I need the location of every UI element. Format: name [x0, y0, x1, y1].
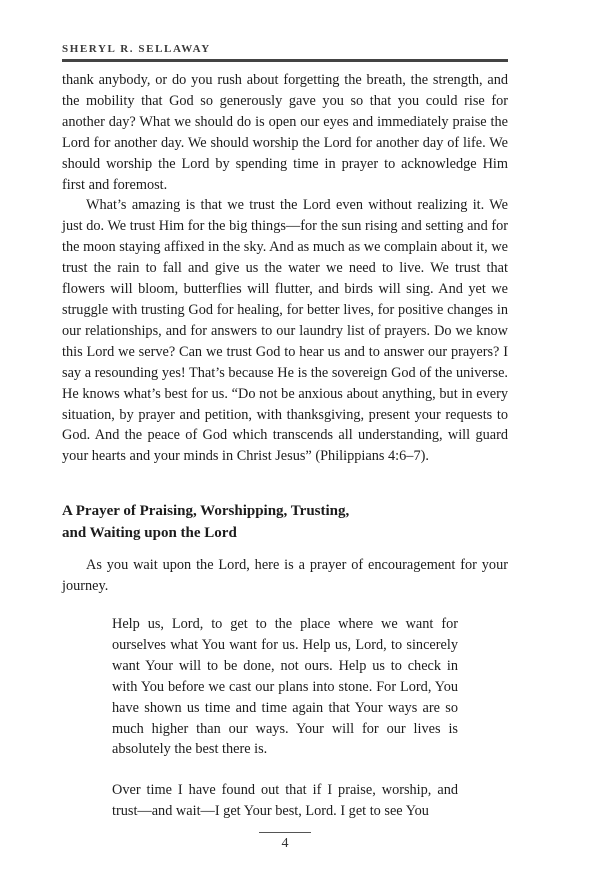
prayer-block	[112, 614, 458, 822]
paragraph-continued: thank anybody, or do you rush about forgetting the breath, the strength, and the mobility that God so generously gave you so that you could rise for another day? What we should do is open our eyes and immediately praise the Lord for another day. We should worship the Lord for another day of life. We should worship the Lord by spending time in prayer to acknowledge Him first and foremost.	[62, 72, 508, 193]
section-heading	[62, 500, 508, 544]
intro-paragraph: As you wait upon the Lord, here is a prayer of encouragement for your journey.	[62, 557, 508, 594]
prayer-paragraph-1: Help us, Lord, to get to the place where we want for ourselves what You want for us. Help us, Lord, to sincerely want Your will to be done, not ours. Help us to check in with You before we cast our plans into stone. For Lord, You have shown us time and time again that Your ways are so much higher than our ways. Your will for our lives is absolutely the best there is.	[112, 616, 458, 758]
prayer-paragraph-2: Over time I have found out that if I praise, worship, and trust—and wait—I get Your best, Lord. I get to see You	[112, 782, 458, 820]
page-number: 4	[281, 836, 289, 851]
paragraph-trust: What’s amazing is that we trust the Lord even without realizing it. We just do. We trust Him for the big things—for the sun rising and setting and for the moon staying affixed in the sky. And as much as we complain about it, we trust the rain to fall and give us the water we need to live. We trust that flowers will bloom, butterflies will flutter, and birds will sing. And yet we struggle with trusting God for healing, for better lives, for positive changes in our relationships, and for answers to our laundry list of prayers. Do we know this Lord we serve? Can we trust God to hear us and to answer our prayers? I say a resounding yes! That’s because He is the sovereign God of the universe. He knows what’s best for us. “Do not be anxious about anything, but in every situation, by prayer and petition, with thanksgiving, present your requests to God. And the peace of God which transcends all understanding, will guard your hearts and your minds in Christ Jesus” (Philippians 4:6–7).	[62, 197, 508, 465]
body-text	[62, 70, 508, 467]
section-heading-line-2: and Waiting upon the Lord	[62, 525, 237, 541]
section-heading-line-1: A Prayer of Praising, Worshipping, Trusting,	[62, 503, 350, 519]
footer-rule	[259, 832, 311, 833]
running-head: SHERYL R. SELLAWAY	[62, 43, 211, 55]
header-rule	[62, 59, 508, 62]
